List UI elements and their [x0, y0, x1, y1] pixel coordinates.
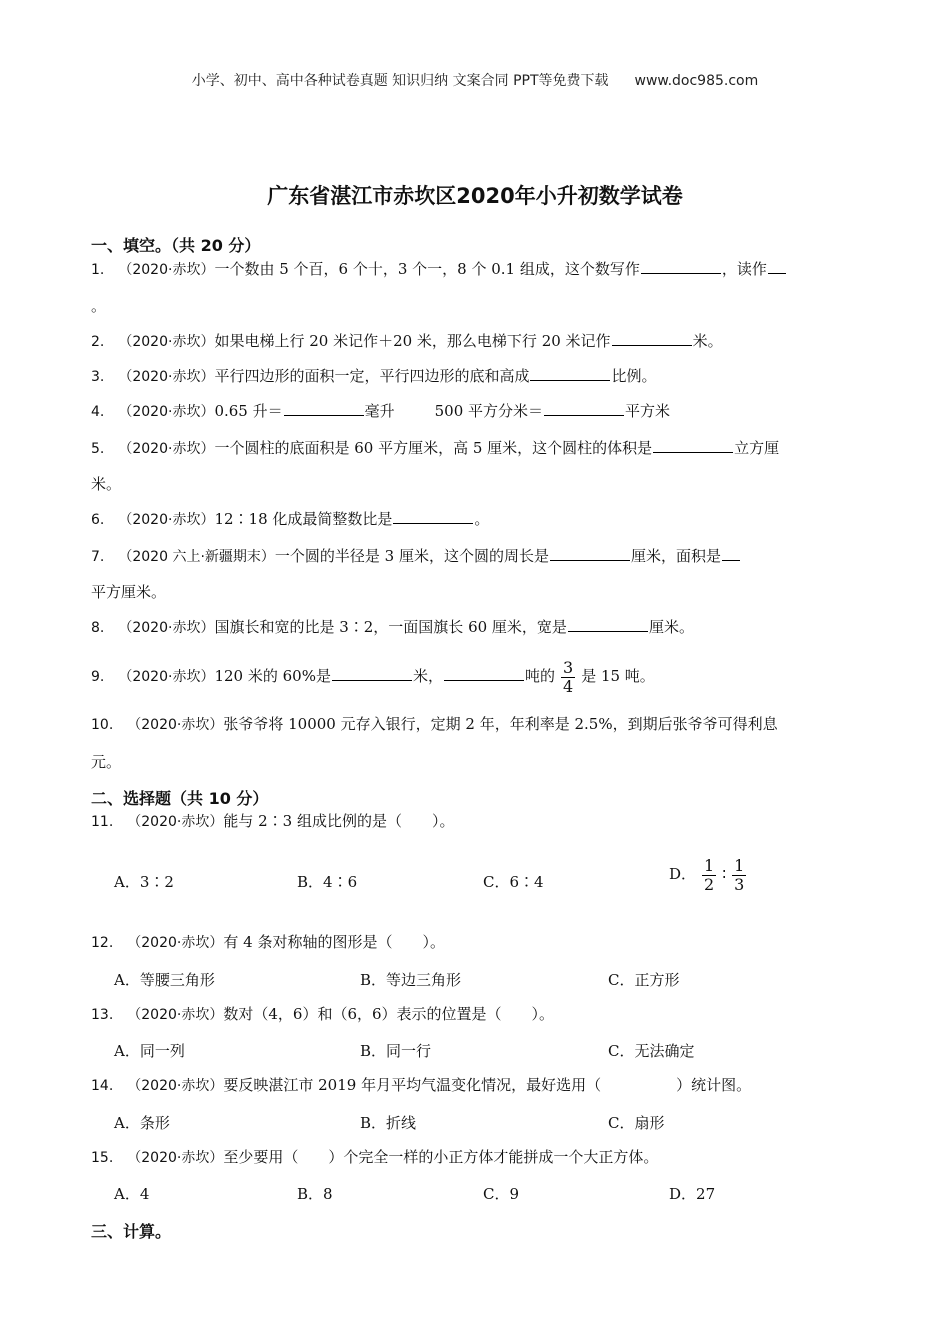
option-c[interactable]: C．6∶4 [483, 873, 544, 891]
question-1-cont: 。 [91, 297, 107, 315]
option-c[interactable]: C．扇形 [608, 1114, 665, 1132]
option-b[interactable]: B．同一行 [360, 1042, 432, 1060]
question-2: 2. （2020·赤坎）如果电梯上行 20 米记作＋20 米，那么电梯下行 20 米记作 米。 [91, 332, 723, 350]
option-c[interactable]: C．9 [483, 1185, 520, 1203]
option-a[interactable]: A．等腰三角形 [114, 971, 215, 989]
answer-blank[interactable] [641, 259, 721, 274]
question-14: 14. （2020·赤坎）要反映湛江市 2019 年月平均气温变化情况，最好选用（ ）统计图。 [91, 1076, 752, 1094]
question-10-cont: 元。 [91, 753, 122, 771]
page-header [0, 70, 950, 90]
question-10: 10. （2020·赤坎）张爷爷将 10000 元存入银行，定期 2 年，年利率是 2.5%，到期后张爷爷可得利息 [91, 715, 778, 733]
header-text: 小学、初中、高中各种试卷真题 知识归纳 文案合同 PPT等免费下载 [191, 73, 609, 89]
answer-blank[interactable] [332, 666, 412, 681]
option-c[interactable]: C．无法确定 [608, 1042, 695, 1060]
question-7-cont: 平方厘米。 [91, 583, 167, 601]
question-9: 9. （2020·赤坎）120 米的 60%是 米， 吨的 $\frac{3}{4}$ 是 15 吨。 [91, 657, 655, 696]
question-4: 4. （2020·赤坎）0.65 升＝ 毫升 500 平方分米＝ 平方米 [91, 402, 671, 420]
answer-blank[interactable] [284, 401, 364, 416]
fraction-one-third: $\frac{1}{3}$ [734, 855, 745, 894]
question-1: 1. （2020·赤坎）一个数由 5 个百，6 个十，3 个一，8 个 0.1 组成，这个数写作 ，读作 [91, 259, 787, 280]
option-a[interactable]: A．4 [114, 1185, 150, 1203]
fraction-one-half: $\frac{1}{2}$ [704, 855, 715, 894]
answer-blank[interactable] [530, 366, 610, 381]
option-b[interactable]: B．8 [297, 1185, 333, 1203]
section-fill-in: 一、填空。（共 20 分） [91, 236, 261, 255]
answer-blank[interactable] [544, 401, 624, 416]
question-7: 7. （2020 六上·新疆期末）一个圆的半径是 3 厘米，这个圆的周长是 厘米，面积是 [91, 546, 741, 567]
answer-blank[interactable] [393, 509, 473, 524]
option-b[interactable]: B．4∶6 [297, 873, 358, 891]
option-b[interactable]: B．等边三角形 [360, 971, 462, 989]
header-url[interactable]: www.doc985.com [634, 73, 759, 89]
question-15: 15. （2020·赤坎）至少要用（ ）个完全一样的小正方体才能拼成一个大正方体。 [91, 1148, 659, 1166]
question-12: 12. （2020·赤坎）有 4 条对称轴的图形是（ ）。 [91, 933, 445, 951]
section-multiple-choice: 二、选择题（共 10 分） [91, 789, 269, 808]
answer-blank[interactable] [568, 617, 648, 632]
option-a[interactable]: A．3∶2 [114, 873, 174, 891]
answer-blank[interactable] [444, 666, 524, 681]
question-6: 6. （2020·赤坎）12∶18 化成最简整数比是 。 [91, 510, 490, 528]
option-d[interactable]: D． $\frac{1}{2}$ ∶ $\frac{1}{3}$ [669, 855, 745, 894]
question-11: 11. （2020·赤坎）能与 2∶3 组成比例的是（ ）。 [91, 812, 455, 830]
question-8: 8. （2020·赤坎）国旗长和宽的比是 3∶2，一面国旗长 60 厘米，宽是 厘米。 [91, 618, 694, 636]
option-a[interactable]: A．同一列 [114, 1042, 185, 1060]
page-title: 广东省湛江市赤坎区2020年小升初数学试卷 [267, 184, 683, 208]
question-5: 5. （2020·赤坎）一个圆柱的底面积是 60 平方厘米，高 5 厘米，这个圆柱的体积是 立方厘 [91, 439, 780, 457]
fraction-three-quarters: $\frac{3}{4}$ [563, 657, 574, 696]
option-c[interactable]: C．正方形 [608, 971, 680, 989]
option-d[interactable]: D．27 [669, 1185, 716, 1203]
answer-blank[interactable] [612, 331, 692, 346]
answer-blank[interactable] [722, 546, 740, 561]
option-a[interactable]: A．条形 [114, 1114, 170, 1132]
answer-blank[interactable] [550, 546, 630, 561]
answer-blank[interactable] [653, 438, 733, 453]
question-5-cont: 米。 [91, 475, 122, 493]
section-calculation: 三、计算。 [91, 1222, 172, 1241]
answer-blank[interactable] [768, 259, 786, 274]
question-13: 13. （2020·赤坎）数对（4，6）和（6，6）表示的位置是（ ）。 [91, 1005, 555, 1023]
option-b[interactable]: B．折线 [360, 1114, 417, 1132]
question-3: 3. （2020·赤坎）平行四边形的面积一定，平行四边形的底和高成 比例。 [91, 367, 657, 385]
